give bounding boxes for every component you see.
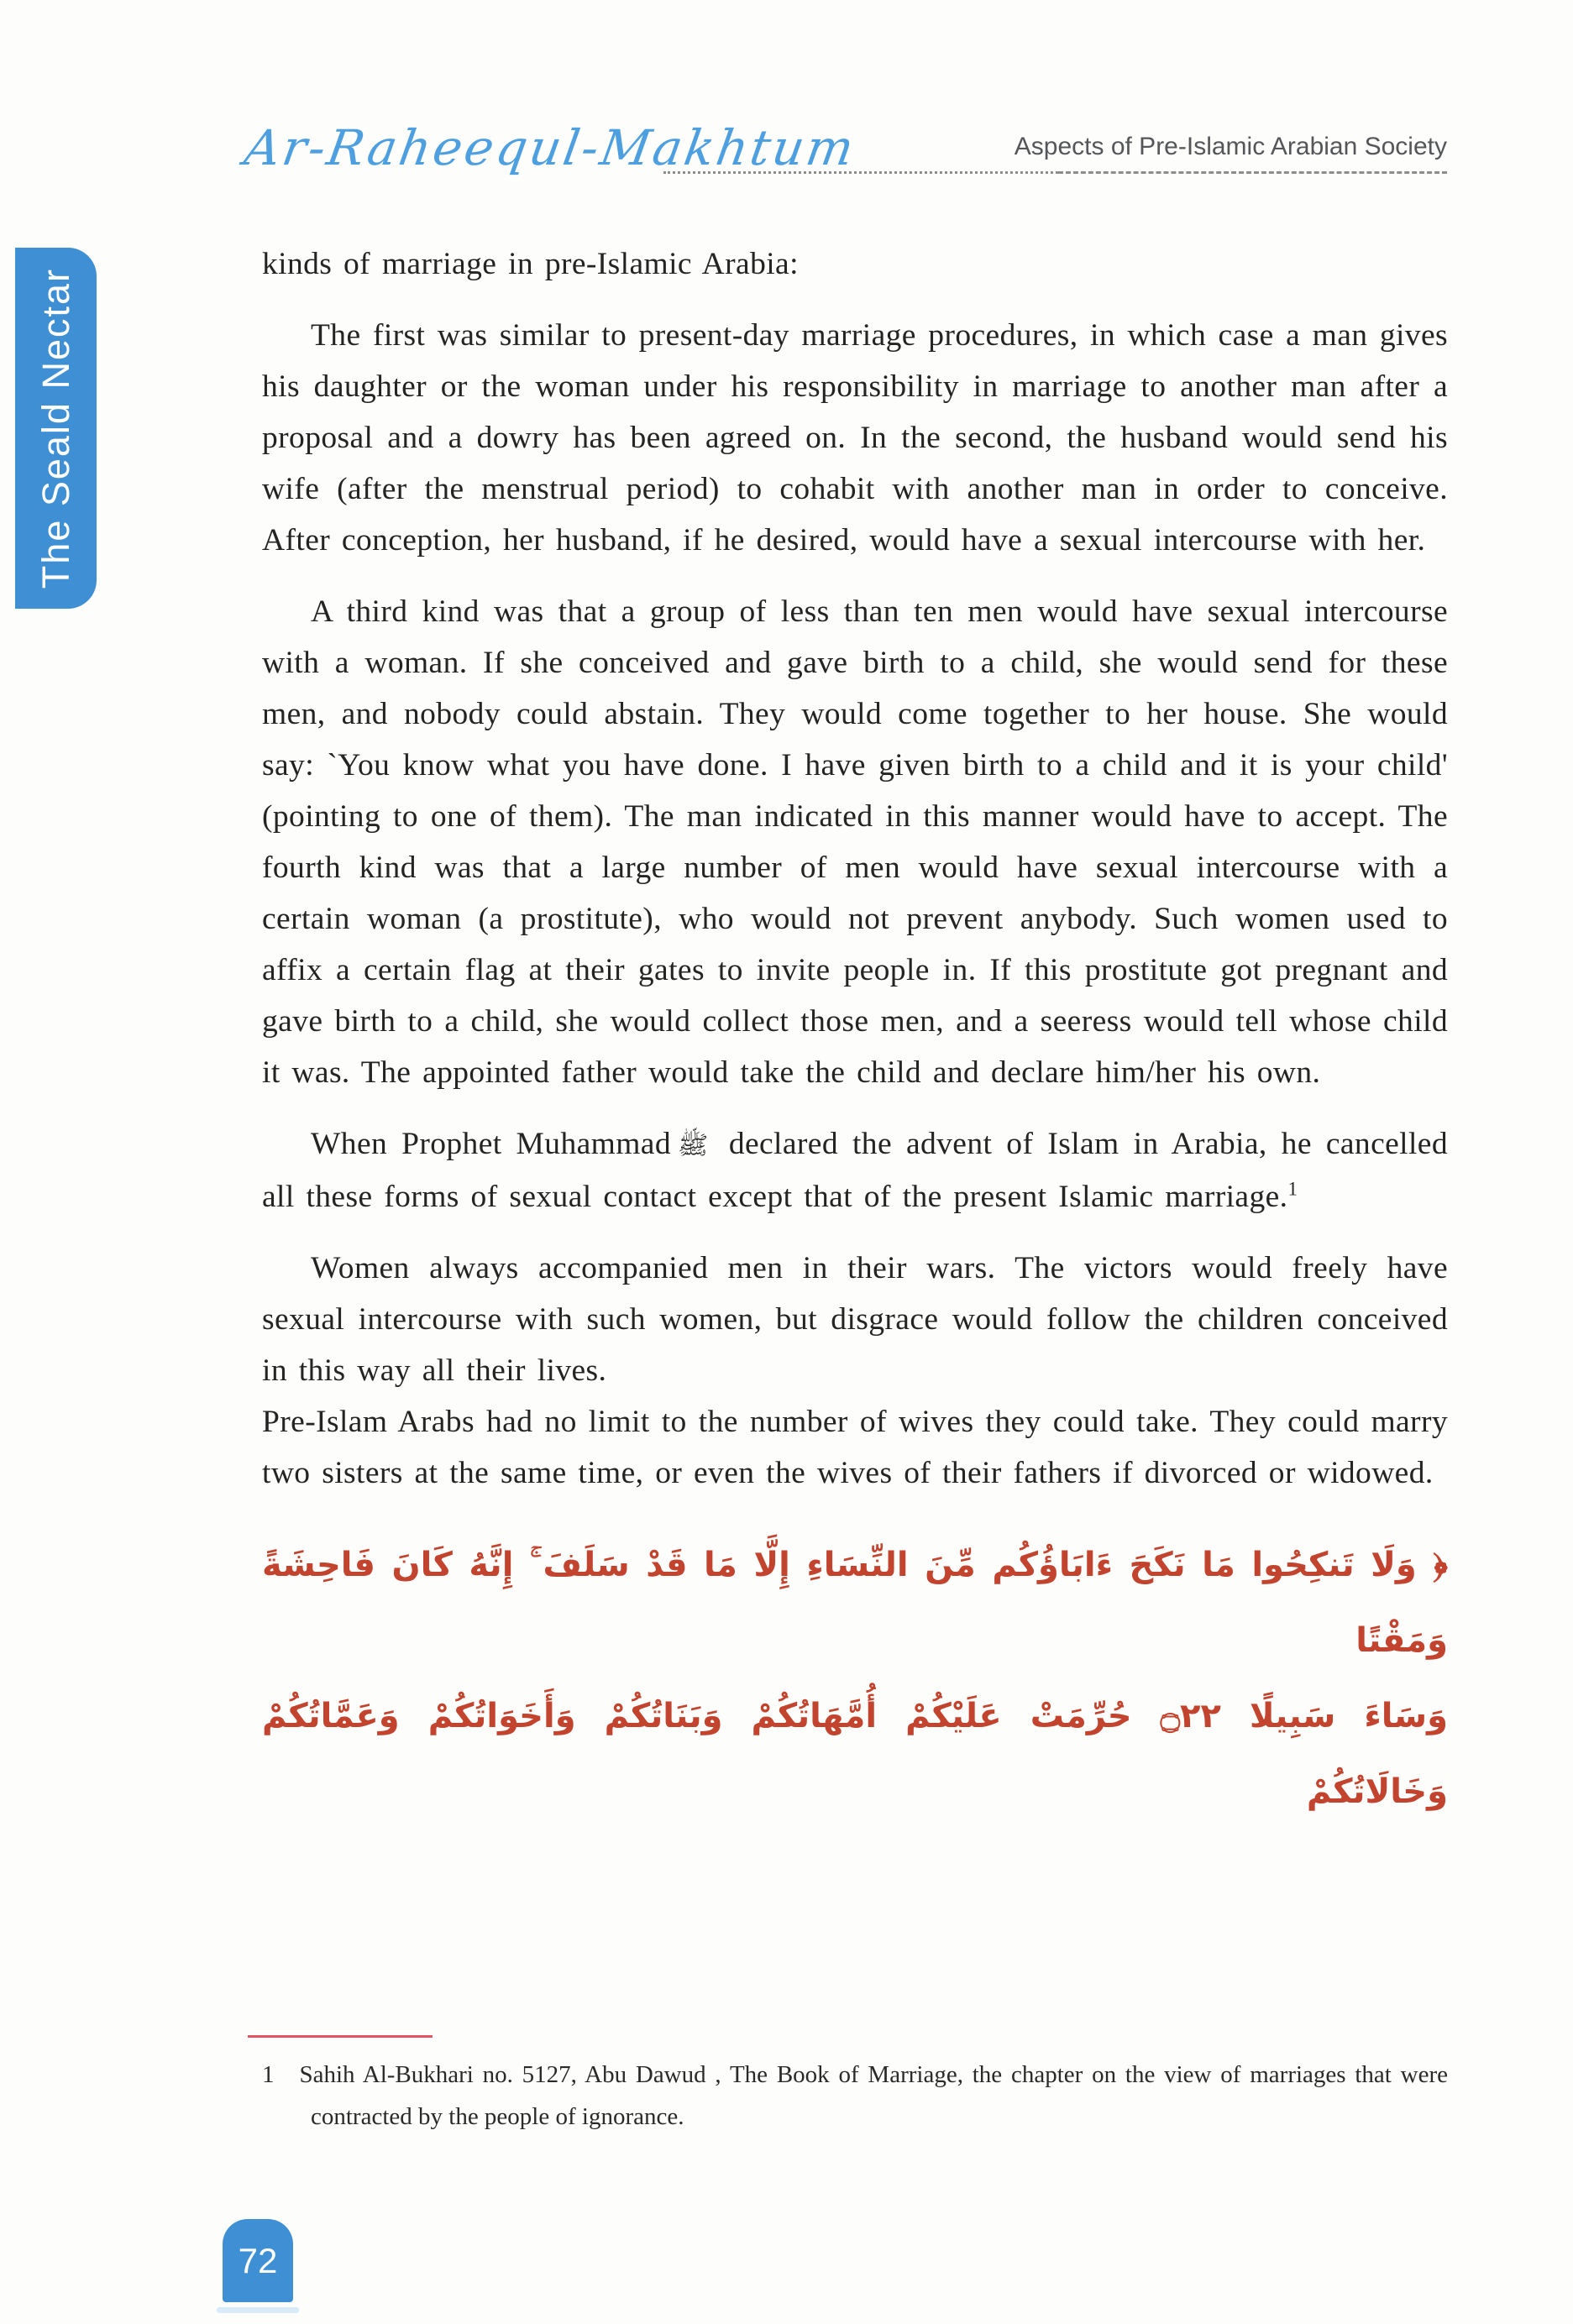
paragraph-women-wars: Women always accompanied men in their wars. The victors would freely have sexual intercourse with such women, but disgrace would follow the children conceived in this way all their lives. [262,1251,1448,1388]
header-dotted-rule [663,171,1058,174]
footnote-number: 1 [262,2061,275,2088]
side-tab-label: The Seald Nectar [34,267,77,589]
paragraph-prophet-declaration [262,1118,1448,1222]
page-number-tab [223,2219,293,2302]
footnote-reference-1: 1 [1287,1178,1298,1200]
chapter-title: Aspects of Pre-Islamic Arabian Society [1014,133,1447,160]
page-number-reflection [217,2307,299,2313]
body-text-column [262,238,1448,1829]
prophet-paragraph-after: declared the advent of Islam in Arabia, he cancelled all these forms of sexual contact except that of the present Islamic marriage. [262,1127,1448,1214]
footnote-text: Sahih Al-Bukhari no. 5127, Abu Dawud , The Book of Marriage, the chapter on the view of marriages that were contracted by the people of ignorance. [299,2061,1448,2130]
header-dashed-rule [1058,171,1447,174]
book-title-script: Ar-Raheequl-Makhtum [240,119,860,176]
prophet-paragraph-before: When Prophet Muhammad [311,1127,671,1161]
paragraph-first-second-kind: The first was similar to present-day marriage procedures, in which case a man gives his daughter or the woman under his responsibility in marriage to another man after a proposal and a dowry has been agreed on. In the second, the husband would send his wife (after the menstrual period) to cohabit with another man in order to conceive. After conception, her husband, if he desired, would have a sexual intercourse with her. [262,318,1448,557]
quran-verse-line-1: ﴿ وَلَا تَنكِحُوا مَا نَكَحَ ءَابَاؤُكُم مِّنَ النِّسَاءِ إِلَّا مَا قَدْ سَلَفَ ۚ إِنَّهُ كَانَ فَاحِشَةً وَمَقْتًا [262,1546,1448,1660]
paragraph-third-fourth-kind: A third kind was that a group of less than ten men would have sexual intercourse with a woman. If she conceived and gave birth to a child, she would send for these men, and nobody could abstain. They would come together to her house. She would say: `You know what you have done. I have given birth to a child and it is your child' (pointing to one of them). The man indicated in this manner would have to accept. The fourth kind was that a large number of men would have sexual intercourse with a certain woman (a prostitute), who would not prevent anybody. Such women used to affix a certain flag at their gates to invite people in. If this prostitute got pregnant and gave birth to a child, she would collect those men, and a seeress would tell whose child it was. The appointed father would take the child and declare him/her his own. [262,594,1448,1090]
pbuh-calligraphy-symbol: ﷺ [677,1131,709,1160]
footnote [262,2054,1448,2138]
quran-verse-line-2: وَسَاءَ سَبِيلًا ۝٢٢ حُرِّمَتْ عَلَيْكُمْ أُمَّهَاتُكُمْ وَبَنَاتُكُمْ وَأَخَوَاتُكُمْ وَعَمَّاتُكُمْ وَخَالَاتُكُمْ [262,1697,1448,1811]
paragraph-pre-islam-wives: Pre-Islam Arabs had no limit to the number of wives they could take. They could marry two sisters at the same time, or even the wives of their fathers if divorced or widowed. [262,1405,1448,1490]
paragraph-kinds-of-marriage: kinds of marriage in pre-Islamic Arabia: [262,247,799,281]
page-number: 72 [238,2240,278,2280]
quran-verse-block [262,1527,1448,1829]
footnote-divider [248,2035,433,2038]
side-tab [15,248,97,609]
